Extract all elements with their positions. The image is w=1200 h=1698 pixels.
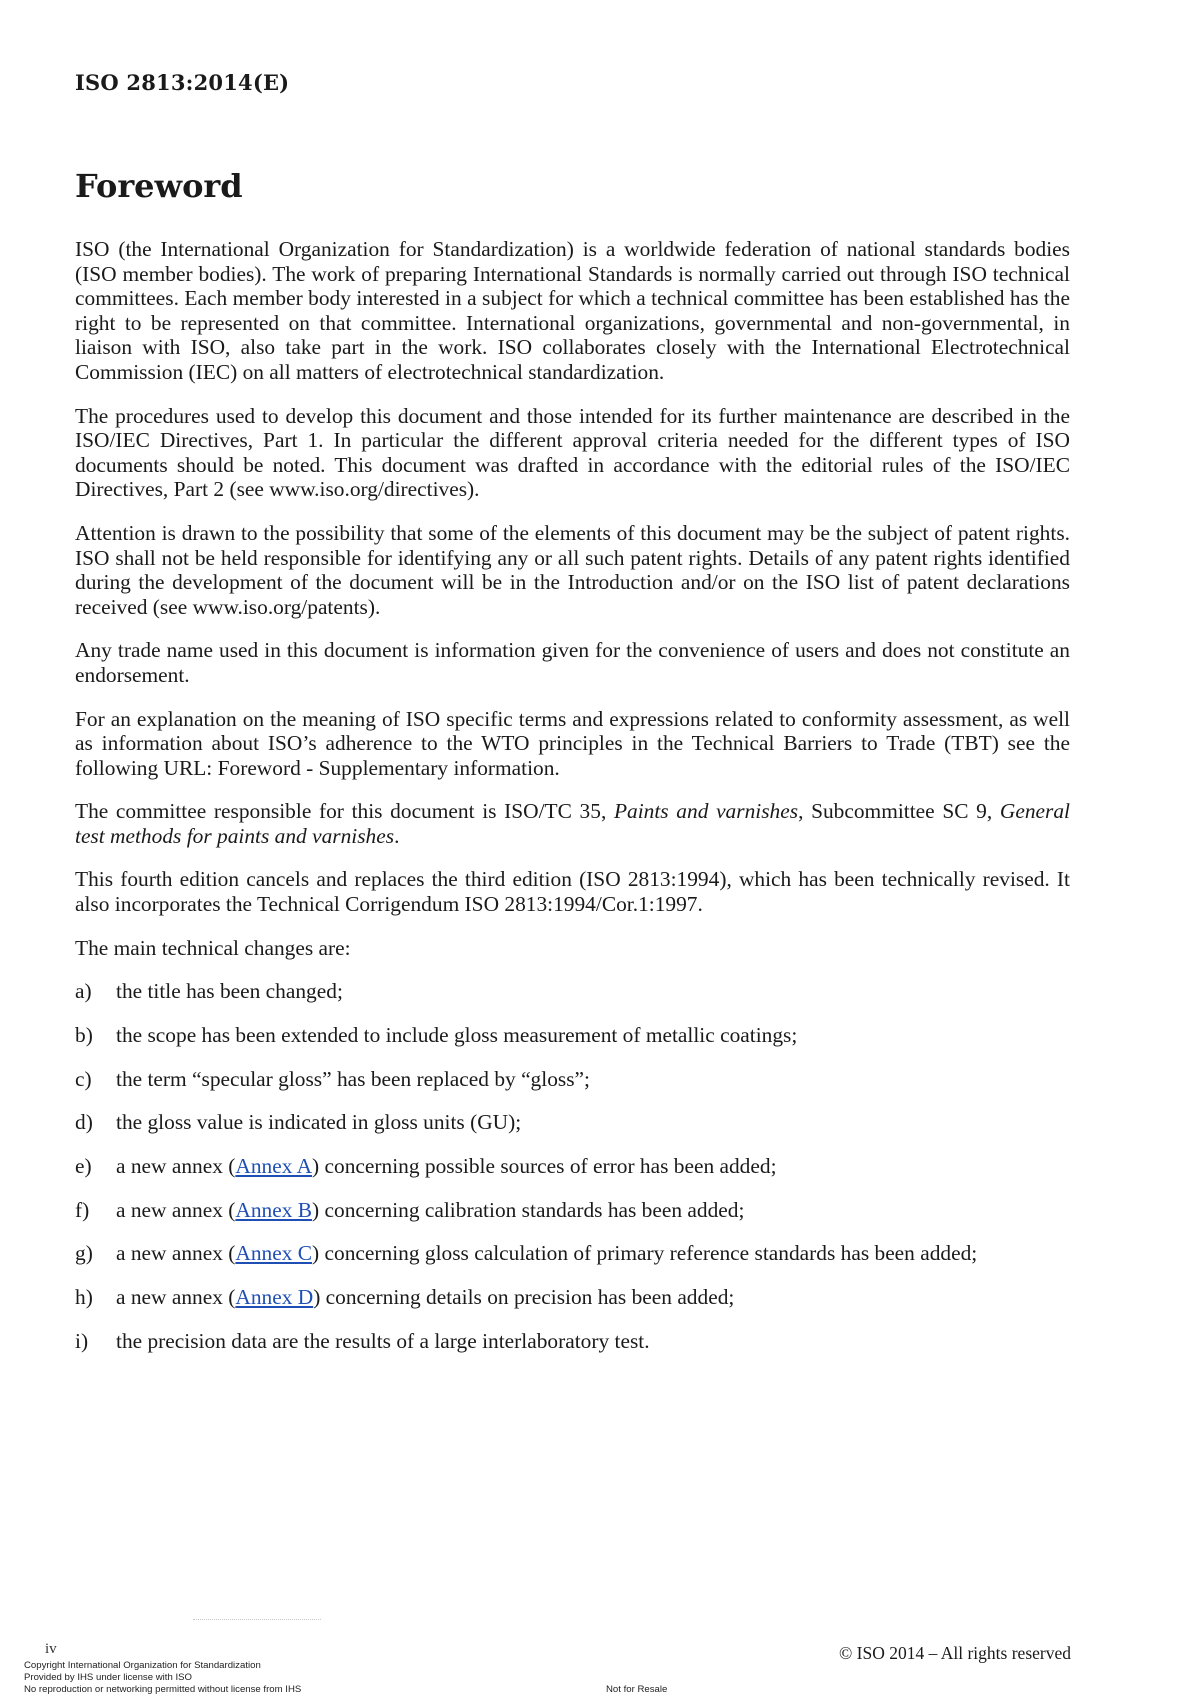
paragraph-edition: This fourth edition cancels and replaces the third edition (ISO 2813:1994), which has been technically revised. It also incorporates the Technical Corrigendum ISO 2813:1994/Cor.1:1997. — [75, 867, 1070, 917]
annex-d-link[interactable]: Annex D — [235, 1285, 314, 1310]
list-marker: c) — [75, 1066, 92, 1091]
list-text — [116, 1241, 1070, 1266]
list-text: the term “specular gloss” has been replaced by “gloss”; — [116, 1066, 590, 1091]
list-item — [75, 1110, 1070, 1135]
list-item — [75, 979, 1070, 1004]
annex-b-link[interactable]: Annex B — [235, 1197, 313, 1222]
list-item — [75, 1329, 1070, 1354]
list-item — [75, 1241, 1070, 1266]
list-marker: b) — [75, 1022, 93, 1047]
not-for-resale-notice: Not for Resale — [606, 1684, 668, 1695]
list-item — [75, 1154, 1070, 1179]
list-marker: a) — [75, 979, 92, 1004]
paragraph-committee — [75, 799, 1070, 848]
list-text — [116, 1285, 1070, 1310]
list-text-post: ) concerning calibration standards has been added; — [312, 1197, 745, 1222]
ihs-line: No reproduction or networking permitted without license from IHS — [24, 1683, 302, 1695]
faint-divider — [193, 1619, 321, 1620]
list-marker: h) — [75, 1285, 93, 1310]
list-text: the scope has been extended to include gloss measurement of metallic coatings; — [116, 1022, 798, 1047]
list-text-post: ) concerning gloss calculation of primary reference standards has been added; — [312, 1241, 978, 1266]
foreword-body — [75, 237, 1070, 1372]
committee-text-post: . — [394, 823, 400, 848]
list-marker: e) — [75, 1154, 92, 1178]
list-marker: f) — [75, 1197, 90, 1222]
paragraph-procedures: The procedures used to develop this document and those intended for its further maintenance are described in the ISO/IEC Directives, Part 1. In particular the different approval criteria needed for the different types of ISO documents should be noted. This document was drafted in accordance with the editorial rules of the ISO/IEC Directives, Part 2 (see www.iso.org/directives). — [75, 403, 1070, 502]
page-title: Foreword — [75, 167, 243, 205]
subcommittee-name: General test methods for paints and varnishes — [75, 799, 1070, 848]
ihs-line: Copyright International Organization for Standardization — [24, 1660, 261, 1671]
list-marker: g) — [75, 1241, 93, 1266]
committee-name: Paints and varnishes — [613, 799, 799, 824]
copyright-notice: © ISO 2014 – All rights reserved — [838, 1643, 1071, 1663]
list-item — [75, 1198, 1070, 1223]
committee-text-mid: , Subcommittee SC 9, — [798, 799, 1000, 824]
list-marker: d) — [75, 1110, 93, 1135]
paragraph-patents: Attention is drawn to the possibility that some of the elements of this document may be the subject of patent rights. ISO shall not be held responsible for identifying any or all such patent rights. Details of any patent rights identified during the development of the document will be in the Introduction and/or on the ISO list of patent declarations received (see www.iso.org/patents). — [75, 520, 1070, 619]
paragraph-trade-name: Any trade name used in this document is information given for the convenience of users and does not constitute an endorsement. — [75, 638, 1070, 687]
list-text-post: ) concerning details on precision has been added; — [313, 1285, 735, 1310]
list-text-pre: a new annex ( — [116, 1241, 236, 1266]
page-number: iv — [45, 1641, 57, 1657]
list-text-pre: a new annex ( — [116, 1154, 236, 1178]
paragraph-iso-intro: ISO (the International Organization for Standardization) is a worldwide federation of national standards bodies (ISO member bodies). The work of preparing International Standards is normally carried out through ISO technical committees. Each member body interested in a subject for which a technical committee has been established has the right to be represented on that committee. International organizations, governmental and non-governmental, in liaison with ISO, also take part in the work. ISO collaborates closely with the International Electrotechnical Commission (IEC) on all matters of electrotechnical standardization. — [75, 237, 1070, 384]
list-text — [116, 1198, 1070, 1223]
list-marker: i) — [75, 1328, 89, 1353]
list-text: the title has been changed; — [116, 979, 343, 1004]
annex-c-link[interactable]: Annex C — [235, 1241, 313, 1266]
list-item — [75, 1285, 1070, 1310]
annex-a-link[interactable]: Annex A — [235, 1154, 313, 1178]
list-text-post: ) concerning possible sources of error has been added; — [312, 1154, 777, 1178]
list-item — [75, 1067, 1070, 1092]
paragraph-changes-intro: The main technical changes are: — [75, 935, 351, 960]
list-text-pre: a new annex ( — [116, 1197, 236, 1222]
list-text-pre: a new annex ( — [116, 1285, 236, 1310]
paragraph-conformity: For an explanation on the meaning of ISO specific terms and expressions related to conformity assessment, as well as information about ISO’s adherence to the WTO principles in the Technical Barriers to Trade (TBT) see the following URL: Foreword - Supplementary information. — [75, 706, 1070, 780]
list-text: the gloss value is indicated in gloss units (GU); — [116, 1110, 522, 1135]
list-item — [75, 1023, 1070, 1048]
ihs-license-notice — [24, 1660, 301, 1695]
list-text — [116, 1154, 1070, 1179]
committee-text-pre: The committee responsible for this document is ISO/TC 35, — [75, 799, 614, 824]
list-text: the precision data are the results of a large interlaboratory test. — [116, 1328, 650, 1353]
document-identifier: ISO 2813:2014(E) — [75, 70, 290, 95]
ihs-line: Provided by IHS under license with ISO — [24, 1671, 192, 1683]
